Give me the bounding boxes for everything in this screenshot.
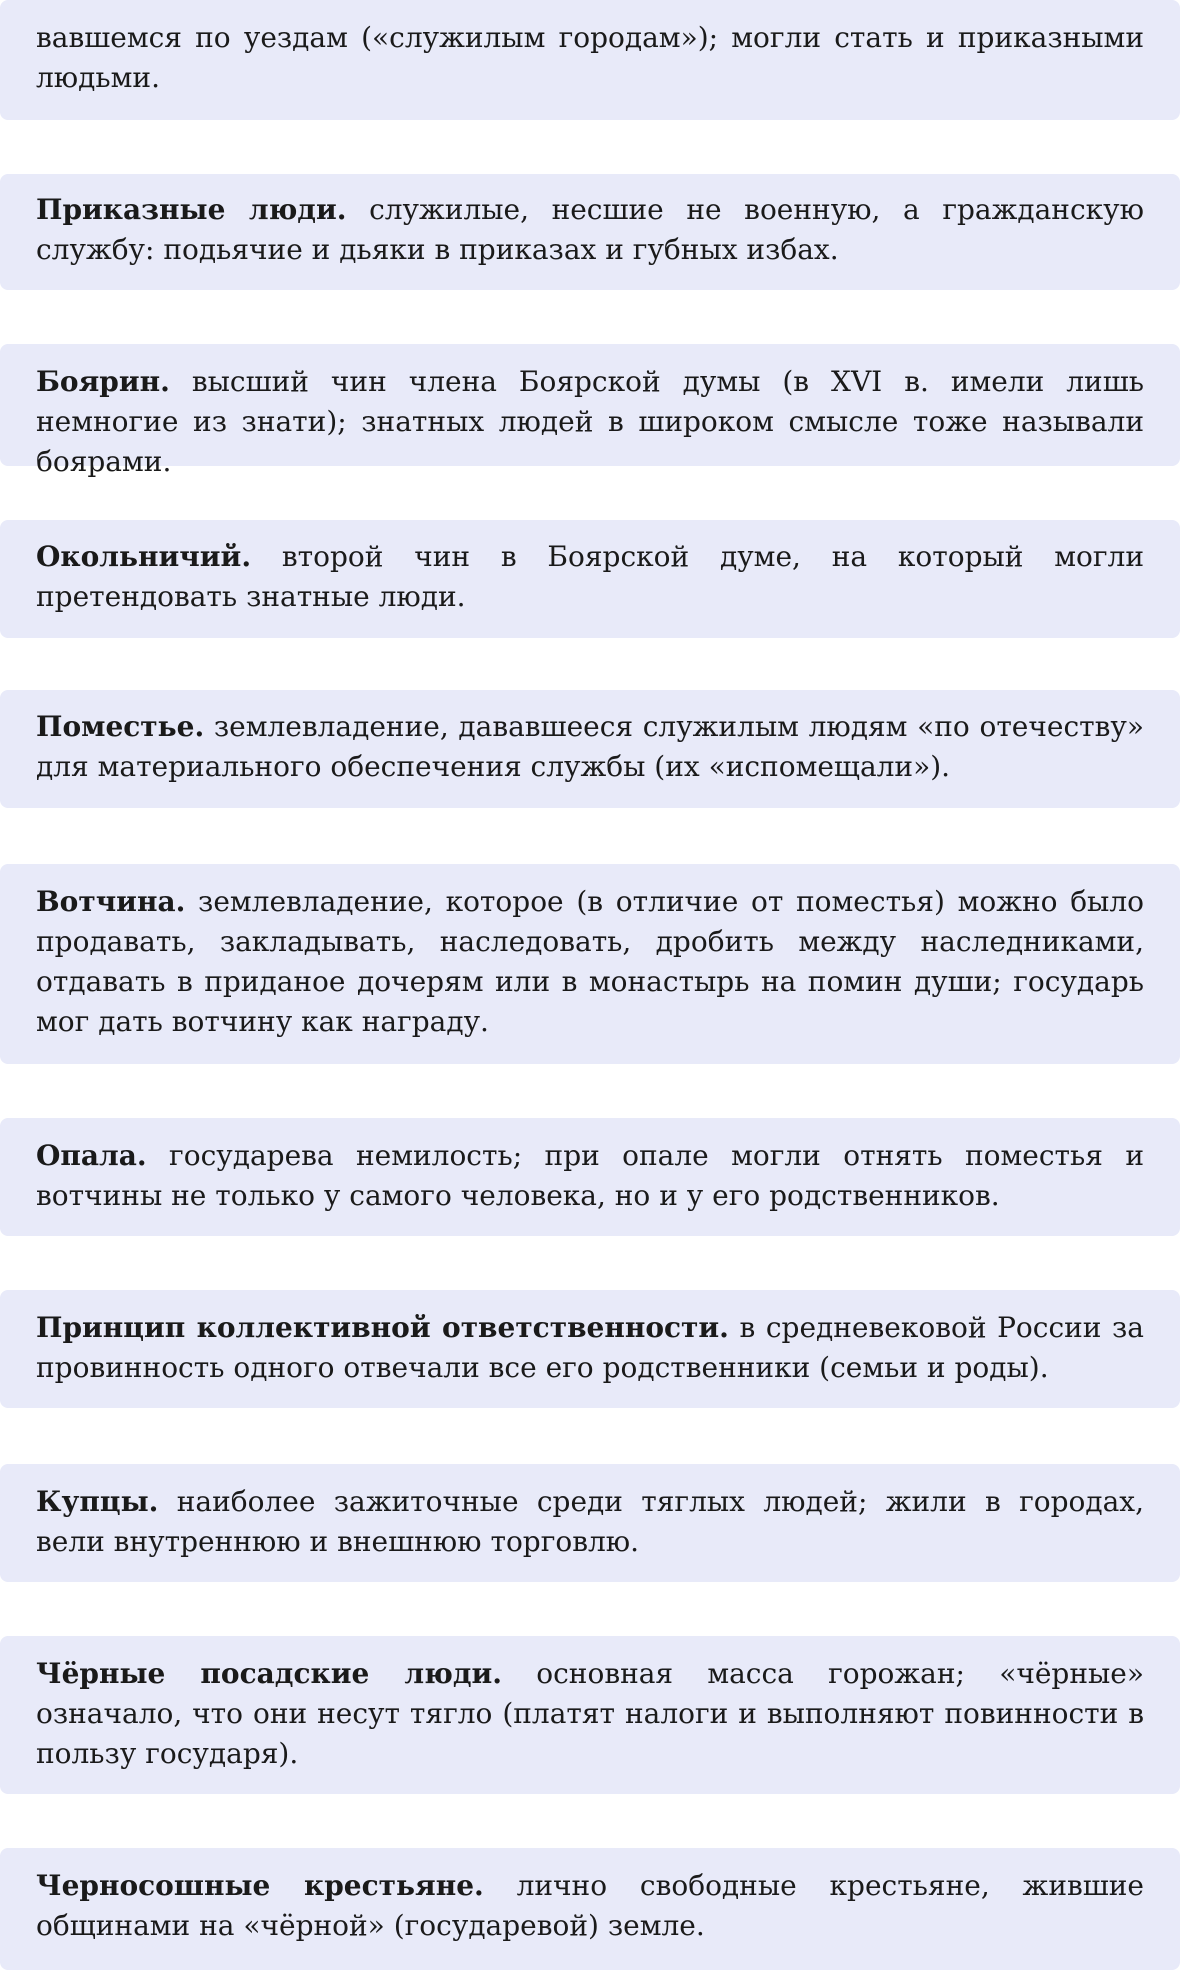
entry-paragraph [36, 18, 1144, 98]
entry-paragraph [36, 1866, 1144, 1946]
glossary-entry-boyarin [0, 344, 1180, 478]
entry-term: Вотчина. [36, 885, 186, 918]
entry-term: Поместье. [36, 710, 205, 743]
glossary-entry-kuptsy [0, 1464, 1180, 1582]
entry-definition: высший чин члена Боярской думы (в XVI в. имели лишь немногие из знати); знатных людей в широком смысле тоже называли боярами. [36, 365, 1144, 478]
entry-term: Боярин. [36, 365, 170, 398]
entry-term: Приказные люди. [36, 193, 347, 226]
glossary-entry-votchina [0, 864, 1180, 1064]
entry-definition: служилые, несшие не военную, а гражданскую службу: подьячие и дьяки в приказах и губных избах. [36, 193, 1145, 266]
entry-paragraph [36, 1136, 1144, 1216]
entry-definition: второй чин в Боярской думе, на который могли претендовать знатные люди. [36, 540, 1144, 613]
entry-definition: лично свободные крестьяне, жившие общинами на «чёрной» (государевой) земле. [36, 1869, 1145, 1942]
glossary-entry-pomestye [0, 690, 1180, 808]
entry-definition: в средневековой России за провинность одного отвечали все его родственники (семьи и роды). [36, 1311, 1144, 1384]
entry-definition: землевладение, дававшееся служилым людям «по отечеству» для материального обеспечения службы (их «испомещали»). [36, 710, 1144, 783]
glossary-entry-continuation [0, 0, 1180, 120]
glossary-entry-chernye-posadskie [0, 1636, 1180, 1794]
glossary-entry-okolnichiy [0, 520, 1180, 638]
entry-definition: наиболее зажиточные среди тяглых людей; жили в городах, вели внутреннюю и внешнюю торговлю. [36, 1485, 1144, 1558]
entry-paragraph [36, 1308, 1144, 1388]
entry-term: Чёрные посадские люди. [36, 1657, 503, 1690]
entry-paragraph [36, 537, 1144, 617]
entry-paragraph [36, 362, 1144, 482]
entry-definition: основная масса горожан; «чёрные» означало, что они несут тягло (платят налоги и выполняют повинности в пользу государя). [36, 1657, 1144, 1770]
glossary-entry-opala [0, 1118, 1180, 1236]
entry-term: Опала. [36, 1139, 147, 1172]
entry-definition: землевладение, которое (в отличие от поместья) можно было продавать, закладывать, наследовать, дробить между наследниками, отдавать в приданое дочерям или в монастырь на помин души; государь мог дать вотчину как награду. [36, 885, 1144, 1038]
entry-paragraph [36, 1482, 1144, 1562]
glossary-entry-prikaznye-lyudi [0, 174, 1180, 290]
entry-term: Окольничий. [36, 540, 252, 573]
entry-paragraph [36, 707, 1144, 787]
entry-term: Купцы. [36, 1485, 159, 1518]
entry-definition: вавшемся по уездам («служилым городам»); могли стать и приказными людьми. [36, 21, 1144, 94]
entry-definition: государева немилость; при опале могли отнять поместья и вотчины не только у самого человека, но и у его родственников. [36, 1139, 1144, 1212]
entry-term: Принцип коллективной ответственности. [36, 1311, 729, 1344]
entry-paragraph [36, 882, 1144, 1042]
entry-paragraph [36, 190, 1144, 270]
glossary-entry-collective-responsibility [0, 1290, 1180, 1408]
entry-term: Черносошные крестьяне. [36, 1869, 484, 1902]
entry-paragraph [36, 1654, 1144, 1774]
glossary-entry-chernososhnye [0, 1848, 1180, 1970]
